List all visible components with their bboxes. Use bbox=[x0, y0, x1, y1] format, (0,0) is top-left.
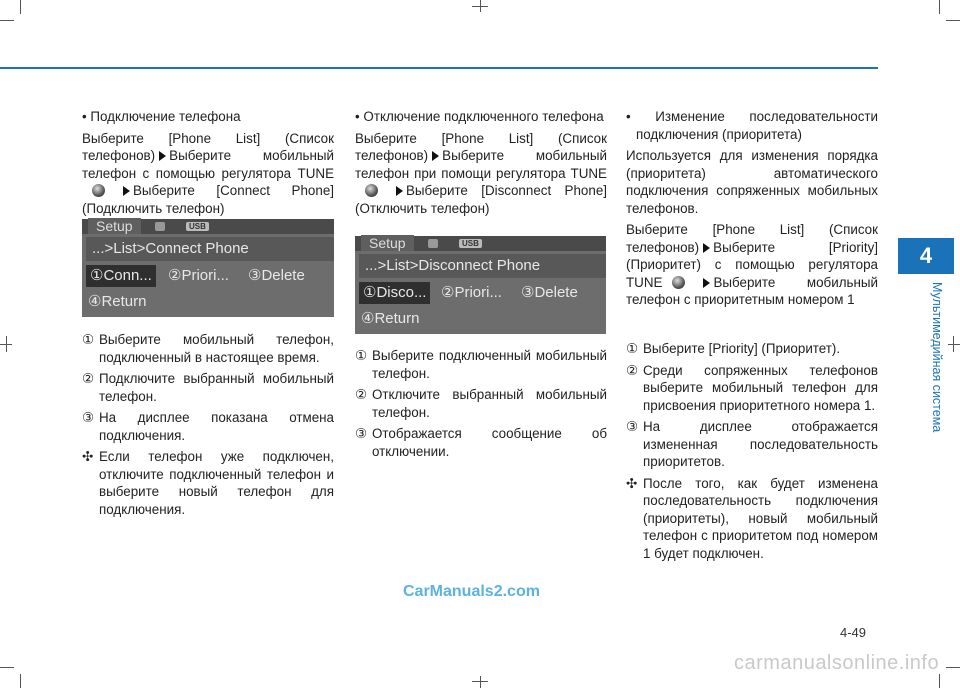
list-item: ② Среди сопряженных телефонов выберите мобильный телефон для присвоения приоритетного номера 1. bbox=[626, 362, 878, 413]
menu-row bbox=[355, 306, 606, 332]
crop-mark bbox=[20, 674, 21, 688]
list-item: ① Выберите подключенный мобильный телефон. bbox=[355, 348, 607, 381]
option-return[interactable]: ④Return bbox=[361, 310, 420, 327]
watermark-carmanuals2: CarManuals2.com bbox=[403, 583, 540, 600]
list-item: ③ На дисплее отображается измененная последовательность приоритетов. bbox=[626, 419, 878, 469]
column-disconnect bbox=[355, 108, 607, 221]
setup-tab: Setup bbox=[361, 235, 414, 251]
list-item: ✣ Если телефон уже подключен, отключите подключенный телефон и выберите новый телефон для подключения. bbox=[82, 449, 334, 517]
option-return[interactable]: ④Return bbox=[88, 293, 147, 310]
crop-mark bbox=[6, 336, 7, 352]
instruction-paragraph: Выберите [Phone List] (Список телефонов) Выберите [Priority] (Приоритет) с помощью регулятора TUNE Выберите мобильный телефон с приоритетным номером 1 bbox=[626, 222, 878, 307]
column-connect bbox=[82, 108, 334, 221]
page-number: 4-49 bbox=[840, 625, 867, 640]
arrow-right-icon bbox=[432, 151, 439, 161]
screen-disconnect-phone bbox=[355, 236, 606, 334]
option-priority[interactable]: ②Priori... bbox=[441, 284, 502, 301]
crop-mark bbox=[946, 667, 960, 668]
header-rule bbox=[0, 67, 878, 69]
chapter-title: Мультимедийная система bbox=[930, 282, 944, 433]
tune-knob-icon bbox=[365, 184, 378, 197]
option-disconnect[interactable]: ①Disco... bbox=[359, 282, 430, 304]
list-item: ✣ После того, как будет изменена последовательность подключения (приоритеты), новый мобильный телефон с приоритетом под номером 1 будет подключен. bbox=[626, 475, 878, 561]
list-item: ③ Отображается сообщение об отключении. bbox=[355, 426, 607, 459]
crop-mark bbox=[953, 336, 954, 352]
usb-icon: USB bbox=[459, 239, 482, 248]
column-connect-list bbox=[82, 331, 334, 522]
option-priority[interactable]: ②Priori... bbox=[168, 267, 229, 284]
crop-mark bbox=[0, 667, 14, 668]
option-connect[interactable]: ①Conn... bbox=[86, 265, 156, 287]
instruction-paragraph: Выберите [Phone List] (Список телефонов) Выберите мобильный телефон с помощью регулятора TUNEВыберите [Connect Phone] (Подключить телефон) bbox=[82, 130, 334, 216]
crop-mark bbox=[946, 20, 960, 21]
column-priority-list bbox=[626, 340, 878, 566]
list-item: ① Выберите мобильный телефон, подключенный в настоящее время. bbox=[82, 332, 334, 365]
list-item: ② Отключите выбранный мобильный телефон. bbox=[355, 387, 607, 420]
bluetooth-icon bbox=[155, 222, 165, 231]
arrow-right-icon bbox=[123, 186, 130, 196]
arrow-right-icon bbox=[703, 243, 710, 253]
option-delete[interactable]: ③Delete bbox=[248, 267, 305, 284]
crop-mark bbox=[480, 676, 481, 688]
bluetooth-icon bbox=[428, 239, 438, 248]
description-paragraph: Используется для изменения порядка (приоритета) автоматического подключения сопряженных мобильных телефонов. bbox=[626, 148, 878, 216]
list-item: ① Выберите [Priority] (Приоритет). bbox=[626, 341, 841, 356]
arrow-right-icon bbox=[159, 151, 166, 161]
arrow-right-icon bbox=[396, 186, 403, 196]
list-item: ② Подключите выбранный мобильный телефон. bbox=[82, 371, 334, 404]
tune-knob-icon bbox=[672, 276, 685, 289]
menu-path: ...>List>Disconnect Phone bbox=[359, 254, 606, 278]
section-heading: • Отключение подключенного телефона bbox=[355, 109, 604, 124]
menu-row bbox=[82, 263, 334, 289]
crop-mark bbox=[472, 6, 488, 7]
column-priority bbox=[626, 108, 878, 313]
screen-connect-phone bbox=[82, 219, 334, 317]
crop-mark bbox=[472, 681, 488, 682]
arrow-right-icon bbox=[703, 278, 710, 288]
option-delete[interactable]: ③Delete bbox=[521, 284, 578, 301]
chapter-tab: 4 bbox=[898, 238, 954, 274]
column-disconnect-list bbox=[355, 347, 607, 464]
menu-path: ...>List>Connect Phone bbox=[86, 237, 334, 261]
watermark-carmanualsonline: carmanualsonline.info bbox=[734, 652, 940, 674]
crop-mark bbox=[0, 20, 14, 21]
setup-tab: Setup bbox=[88, 218, 141, 234]
usb-icon: USB bbox=[186, 222, 209, 231]
tune-knob-icon bbox=[92, 184, 105, 197]
section-heading: • Изменение последовательности подключения (приоритета) bbox=[626, 109, 878, 142]
menu-row bbox=[82, 289, 334, 315]
crop-mark bbox=[948, 344, 960, 345]
list-item: ③ На дисплее показана отмена подключения. bbox=[82, 410, 334, 443]
section-heading: • Подключение телефона bbox=[82, 109, 241, 124]
crop-mark bbox=[939, 0, 940, 14]
instruction-paragraph: Выберите [Phone List] (Список телефонов) Выберите мобильный телефон при помощи регулятора TUNEВыберите [Disconnect Phone] (Отключить телефон) bbox=[355, 130, 607, 216]
crop-mark bbox=[939, 674, 940, 688]
crop-mark bbox=[20, 0, 21, 14]
menu-row bbox=[355, 280, 606, 306]
